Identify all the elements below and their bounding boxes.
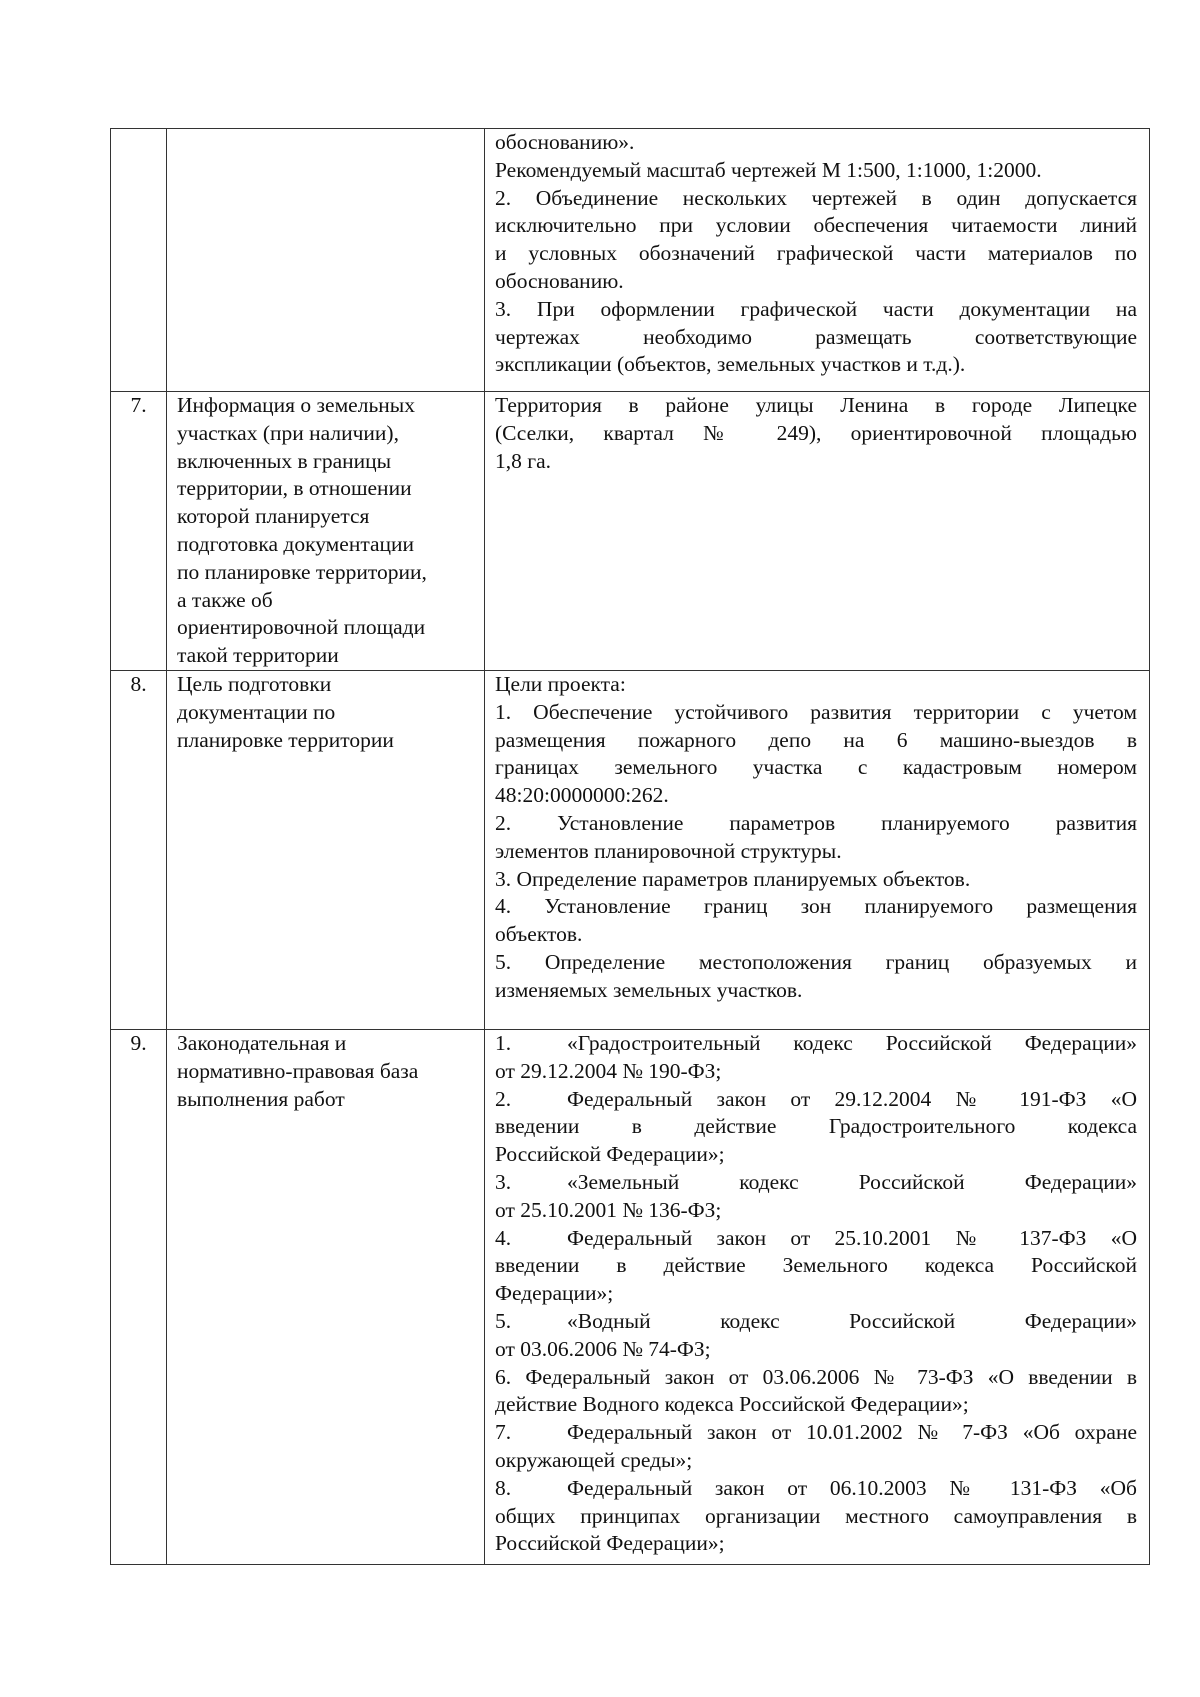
- parameter-name-cell: [167, 129, 485, 392]
- requirement-text-line: 3. Определение параметров планируемых объектов.: [495, 866, 971, 891]
- requirement-text-line: 48:20:0000000:262.: [495, 783, 669, 808]
- requirements-cell: [485, 670, 1150, 1029]
- requirement-text-line: объектов.: [495, 922, 583, 947]
- parameter-name-line: а также об: [177, 587, 273, 612]
- parameter-name-line: нормативно-правовая база: [177, 1058, 419, 1083]
- row-number-cell: 9.: [111, 1029, 167, 1564]
- legal-item-number: 7.: [495, 1420, 512, 1445]
- parameter-name-cell: [167, 1029, 485, 1564]
- legal-item-number: 8.: [495, 1475, 512, 1500]
- legal-item-text: Федеральный закон от 06.10.2003 № 131-ФЗ «Об: [567, 1475, 1137, 1500]
- legal-item: [495, 1364, 1137, 1392]
- table-row-8: [111, 670, 1150, 1029]
- parameter-name-line: подготовка документации: [177, 531, 415, 556]
- requirement-text-line: элементов планировочной структуры.: [495, 838, 842, 863]
- legal-item: [495, 1419, 1137, 1447]
- legal-item-continuation: от 25.10.2001 № 136-ФЗ;: [495, 1197, 722, 1222]
- parameter-name-line: такой территории: [177, 643, 339, 668]
- legal-item-continuation: Российской Федерации»;: [495, 1531, 725, 1556]
- parameter-name-line: выполнения работ: [177, 1086, 345, 1111]
- requirement-text-line: 2. Объединение нескольких чертежей в один допускается: [495, 185, 1137, 210]
- legal-item-text: «Земельный кодекс Российской Федерации»: [567, 1169, 1137, 1194]
- requirement-text-line: 1. Обеспечение устойчивого развития территории с учетом: [495, 699, 1137, 724]
- requirement-text-line: 2. Установление параметров планируемого развития: [495, 810, 1137, 835]
- legal-item: [495, 1475, 1137, 1503]
- legal-item-continuation: введении в действие Земельного кодекса Российской: [495, 1253, 1137, 1278]
- row-number-cell: 8.: [111, 670, 167, 1029]
- legal-item-continuation: общих принципах организации местного самоуправления в: [495, 1503, 1137, 1528]
- requirement-text-line: обоснованию.: [495, 268, 624, 293]
- legal-item-continuation: от 03.06.2006 № 74-ФЗ;: [495, 1336, 711, 1361]
- table-row-7: [111, 392, 1150, 671]
- requirement-text-line: границах земельного участка с кадастровым номером: [495, 755, 1137, 780]
- row-number-cell: 7.: [111, 392, 167, 671]
- requirement-text-line: 1,8 га.: [495, 448, 551, 473]
- legal-item-continuation: Федерации»;: [495, 1281, 614, 1306]
- legal-item-text: Федеральный закон от 29.12.2004 № 191-ФЗ «О: [567, 1086, 1137, 1111]
- legal-item-continuation: окружающей среды»;: [495, 1447, 693, 1472]
- requirement-text-line: чертежах необходимо размещать соответствующие: [495, 324, 1137, 349]
- legal-item: [495, 1030, 1137, 1058]
- legal-item-continuation: действие Водного кодекса Российской Федерации»;: [495, 1392, 969, 1417]
- parameter-name-line: которой планируется: [177, 504, 370, 529]
- legal-item-continuation: Российской Федерации»;: [495, 1142, 725, 1167]
- parameter-name-line: Информация о земельных: [177, 393, 415, 417]
- row-number-cell: [111, 129, 167, 392]
- requirement-text-line: и условных обозначений графической части материалов по: [495, 241, 1137, 266]
- requirement-text-line: исключительно при условии обеспечения читаемости линий: [495, 213, 1137, 238]
- requirement-text-line: 3. При оформлении графической части документации на: [495, 296, 1137, 321]
- parameter-name-cell: [167, 392, 485, 671]
- legal-item-continuation: введении в действие Градостроительного кодекса: [495, 1114, 1137, 1139]
- requirement-text-line: экспликации (объектов, земельных участков и т.д.).: [495, 352, 966, 377]
- legal-item-text: Федеральный закон от 10.01.2002 № 7-ФЗ «Об охране: [567, 1420, 1137, 1445]
- table-row-continuation: [111, 129, 1150, 392]
- legal-item-text: 6. Федеральный закон от 03.06.2006 № 73-ФЗ «О введении в: [495, 1364, 1137, 1389]
- requirement-text-line: 5. Определение местоположения границ образуемых и: [495, 949, 1137, 974]
- parameter-name-cell: [167, 670, 485, 1029]
- legal-item-number: 2.: [495, 1086, 512, 1111]
- parameter-name-line: ориентировочной площади: [177, 615, 426, 640]
- parameter-name-line: по планировке территории,: [177, 559, 427, 584]
- requirement-text-line: Территория в районе улицы Ленина в городе Липецке: [495, 393, 1137, 417]
- requirement-text-line: Цели проекта:: [495, 671, 626, 696]
- requirement-text-line: 4. Установление границ зон планируемого размещения: [495, 894, 1137, 919]
- legal-item-number: 5.: [495, 1308, 512, 1333]
- requirement-text-line: Рекомендуемый масштаб чертежей М 1:500, 1:1000, 1:2000.: [495, 157, 1042, 182]
- legal-item: [495, 1169, 1137, 1197]
- legal-item: [495, 1086, 1137, 1114]
- legal-item-text: Федеральный закон от 25.10.2001 № 137-ФЗ «О: [567, 1225, 1137, 1250]
- legal-base-cell: [485, 1029, 1150, 1564]
- parameter-name-line: Законодательная и: [177, 1030, 347, 1055]
- requirements-table: [110, 128, 1150, 1565]
- legal-item-text: «Водный кодекс Российской Федерации»: [567, 1308, 1137, 1333]
- legal-item-number: 1.: [495, 1030, 512, 1055]
- requirement-text-line: обоснованию».: [495, 130, 635, 154]
- parameter-name-line: включенных в границы: [177, 448, 392, 473]
- legal-item: [495, 1308, 1137, 1336]
- requirements-cell: [485, 129, 1150, 392]
- legal-item-number: 3.: [495, 1169, 512, 1194]
- legal-item-number: 4.: [495, 1225, 512, 1250]
- requirements-cell: [485, 392, 1150, 671]
- legal-item: [495, 1225, 1137, 1253]
- parameter-name-line: территории, в отношении: [177, 476, 412, 501]
- legal-item-text: «Градостроительный кодекс Российской Федерации»: [567, 1030, 1137, 1055]
- requirement-text-line: размещения пожарного депо на 6 машино-выездов в: [495, 727, 1137, 752]
- requirement-text-line: (Сселки, квартал № 249), ориентировочной площадью: [495, 420, 1137, 445]
- parameter-name-line: Цель подготовки: [177, 671, 332, 696]
- parameter-name-line: участках (при наличии),: [177, 420, 399, 445]
- requirement-text-line: изменяемых земельных участков.: [495, 977, 803, 1002]
- parameter-name-line: планировке территории: [177, 727, 394, 752]
- table-row-9: [111, 1029, 1150, 1564]
- parameter-name-line: документации по: [177, 699, 336, 724]
- legal-item-continuation: от 29.12.2004 № 190-ФЗ;: [495, 1058, 722, 1083]
